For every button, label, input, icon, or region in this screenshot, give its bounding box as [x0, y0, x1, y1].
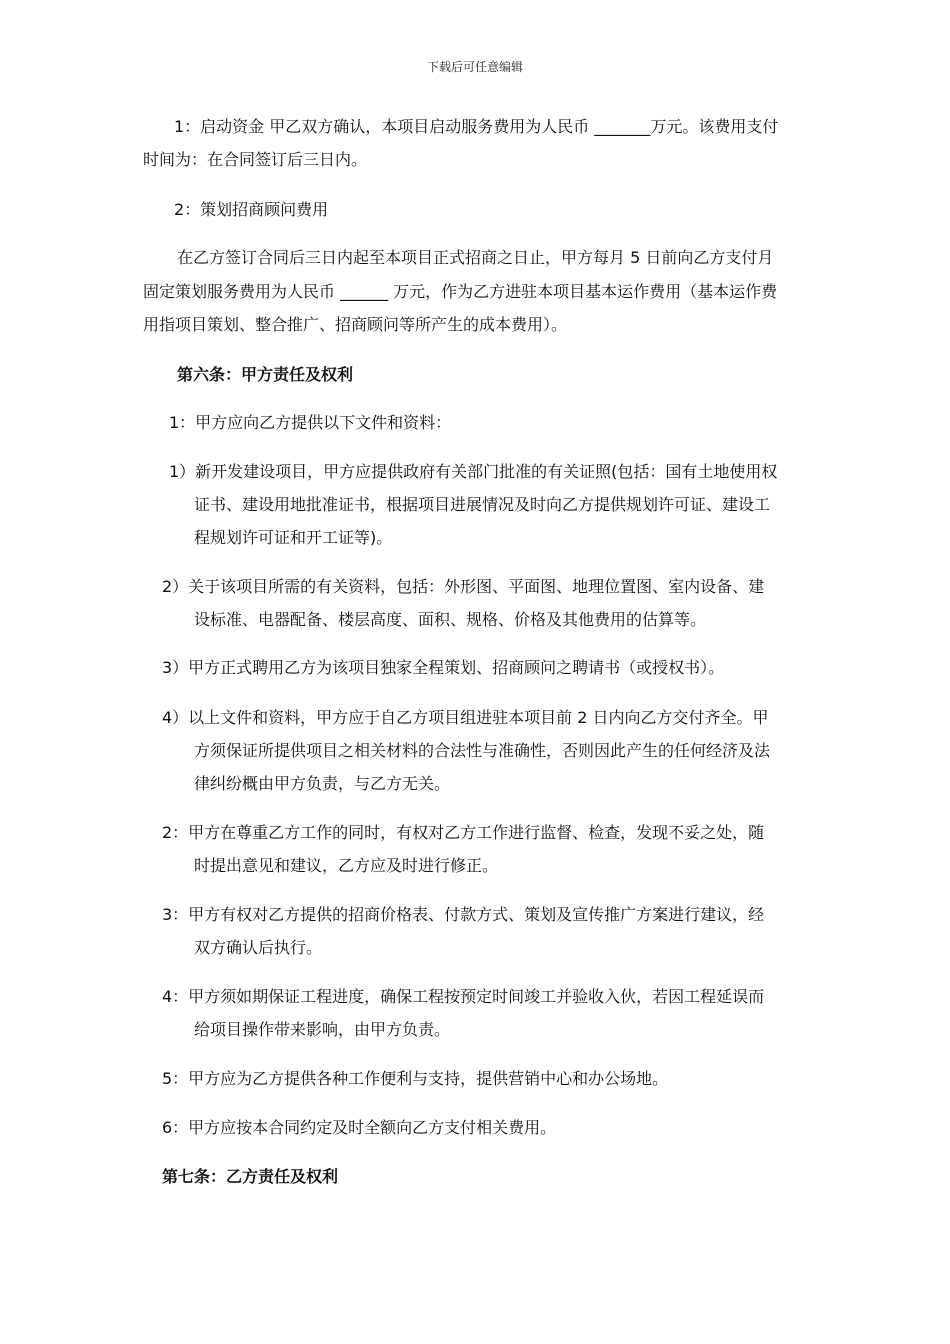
text-line: 6：甲方应按本合同约定及时全额向乙方支付相关费用。 — [162, 1118, 557, 1137]
text-line: 固定策划服务费用为人民币 ______ 万元，作为乙方进驻本项目基本运作费用（基本运作费 — [143, 282, 778, 301]
text-line: 在乙方签订合同后三日内起至本项目正式招商之日止，甲方每月 5 日前向乙方支付月 — [177, 248, 774, 267]
text-line: 4：甲方须如期保证工程进度，确保工程按预定时间竣工并验收入伙，若因工程延误而 — [162, 987, 765, 1006]
text-line: 程规划许可证和开工证等)。 — [194, 528, 393, 547]
text-line: 1）新开发建设项目，甲方应提供政府有关部门批准的有关证照(包括：国有土地使用权 — [169, 462, 778, 481]
section-heading: 第六条：甲方责任及权利 — [177, 365, 354, 384]
text-line: 1：甲方应向乙方提供以下文件和资料： — [169, 413, 452, 432]
text-line: 方须保证所提供项目之相关材料的合法性与准确性，否则因此产生的任何经济及法 — [194, 741, 771, 760]
text-line: 用指项目策划、整合推广、招商顾问等所产生的成本费用）。 — [143, 315, 568, 334]
text-line: 5：甲方应为乙方提供各种工作便利与支持，提供营销中心和办公场地。 — [162, 1069, 669, 1088]
text-line: 2：策划招商顾问费用 — [174, 200, 329, 219]
text-line: 时间为：在合同签订后三日内。 — [143, 150, 368, 169]
text-line: 2：甲方在尊重乙方工作的同时，有权对乙方工作进行监督、检查，发现不妥之处，随 — [162, 823, 765, 842]
text-line: 3：甲方有权对乙方提供的招商价格表、付款方式、策划及宣传推广方案进行建议，经 — [162, 905, 765, 924]
text-line: 1：启动资金 甲乙双方确认，本项目启动服务费用为人民币 _______万元。该费用支付 — [174, 117, 779, 136]
text-line: 证书、建设用地批准证书，根据项目进展情况及时向乙方提供规划许可证、建设工 — [194, 495, 771, 514]
text-line: 时提出意见和建议，乙方应及时进行修正。 — [194, 856, 499, 875]
text-line: 双方确认后执行。 — [194, 938, 323, 957]
text-line: 3）甲方正式聘用乙方为该项目独家全程策划、招商顾问之聘请书（或授权书）。 — [162, 658, 725, 677]
text-line: 4）以上文件和资料，甲方应于自乙方项目组进驻本项目前 2 日内向乙方交付齐全。甲 — [162, 708, 769, 727]
text-line: 律纠纷概由甲方负责，与乙方无关。 — [194, 774, 451, 793]
text-line: 2）关于该项目所需的有关资料，包括：外形图、平面图、地理位置图、室内设备、建 — [162, 577, 765, 596]
text-line: 设标准、电器配备、楼层高度、面积、规格、价格及其他费用的估算等。 — [194, 610, 707, 629]
page-header: 下载后可任意编辑 — [426, 60, 523, 74]
section-heading: 第七条：乙方责任及权利 — [162, 1167, 339, 1186]
text-line: 给项目操作带来影响，由甲方负责。 — [194, 1020, 451, 1039]
